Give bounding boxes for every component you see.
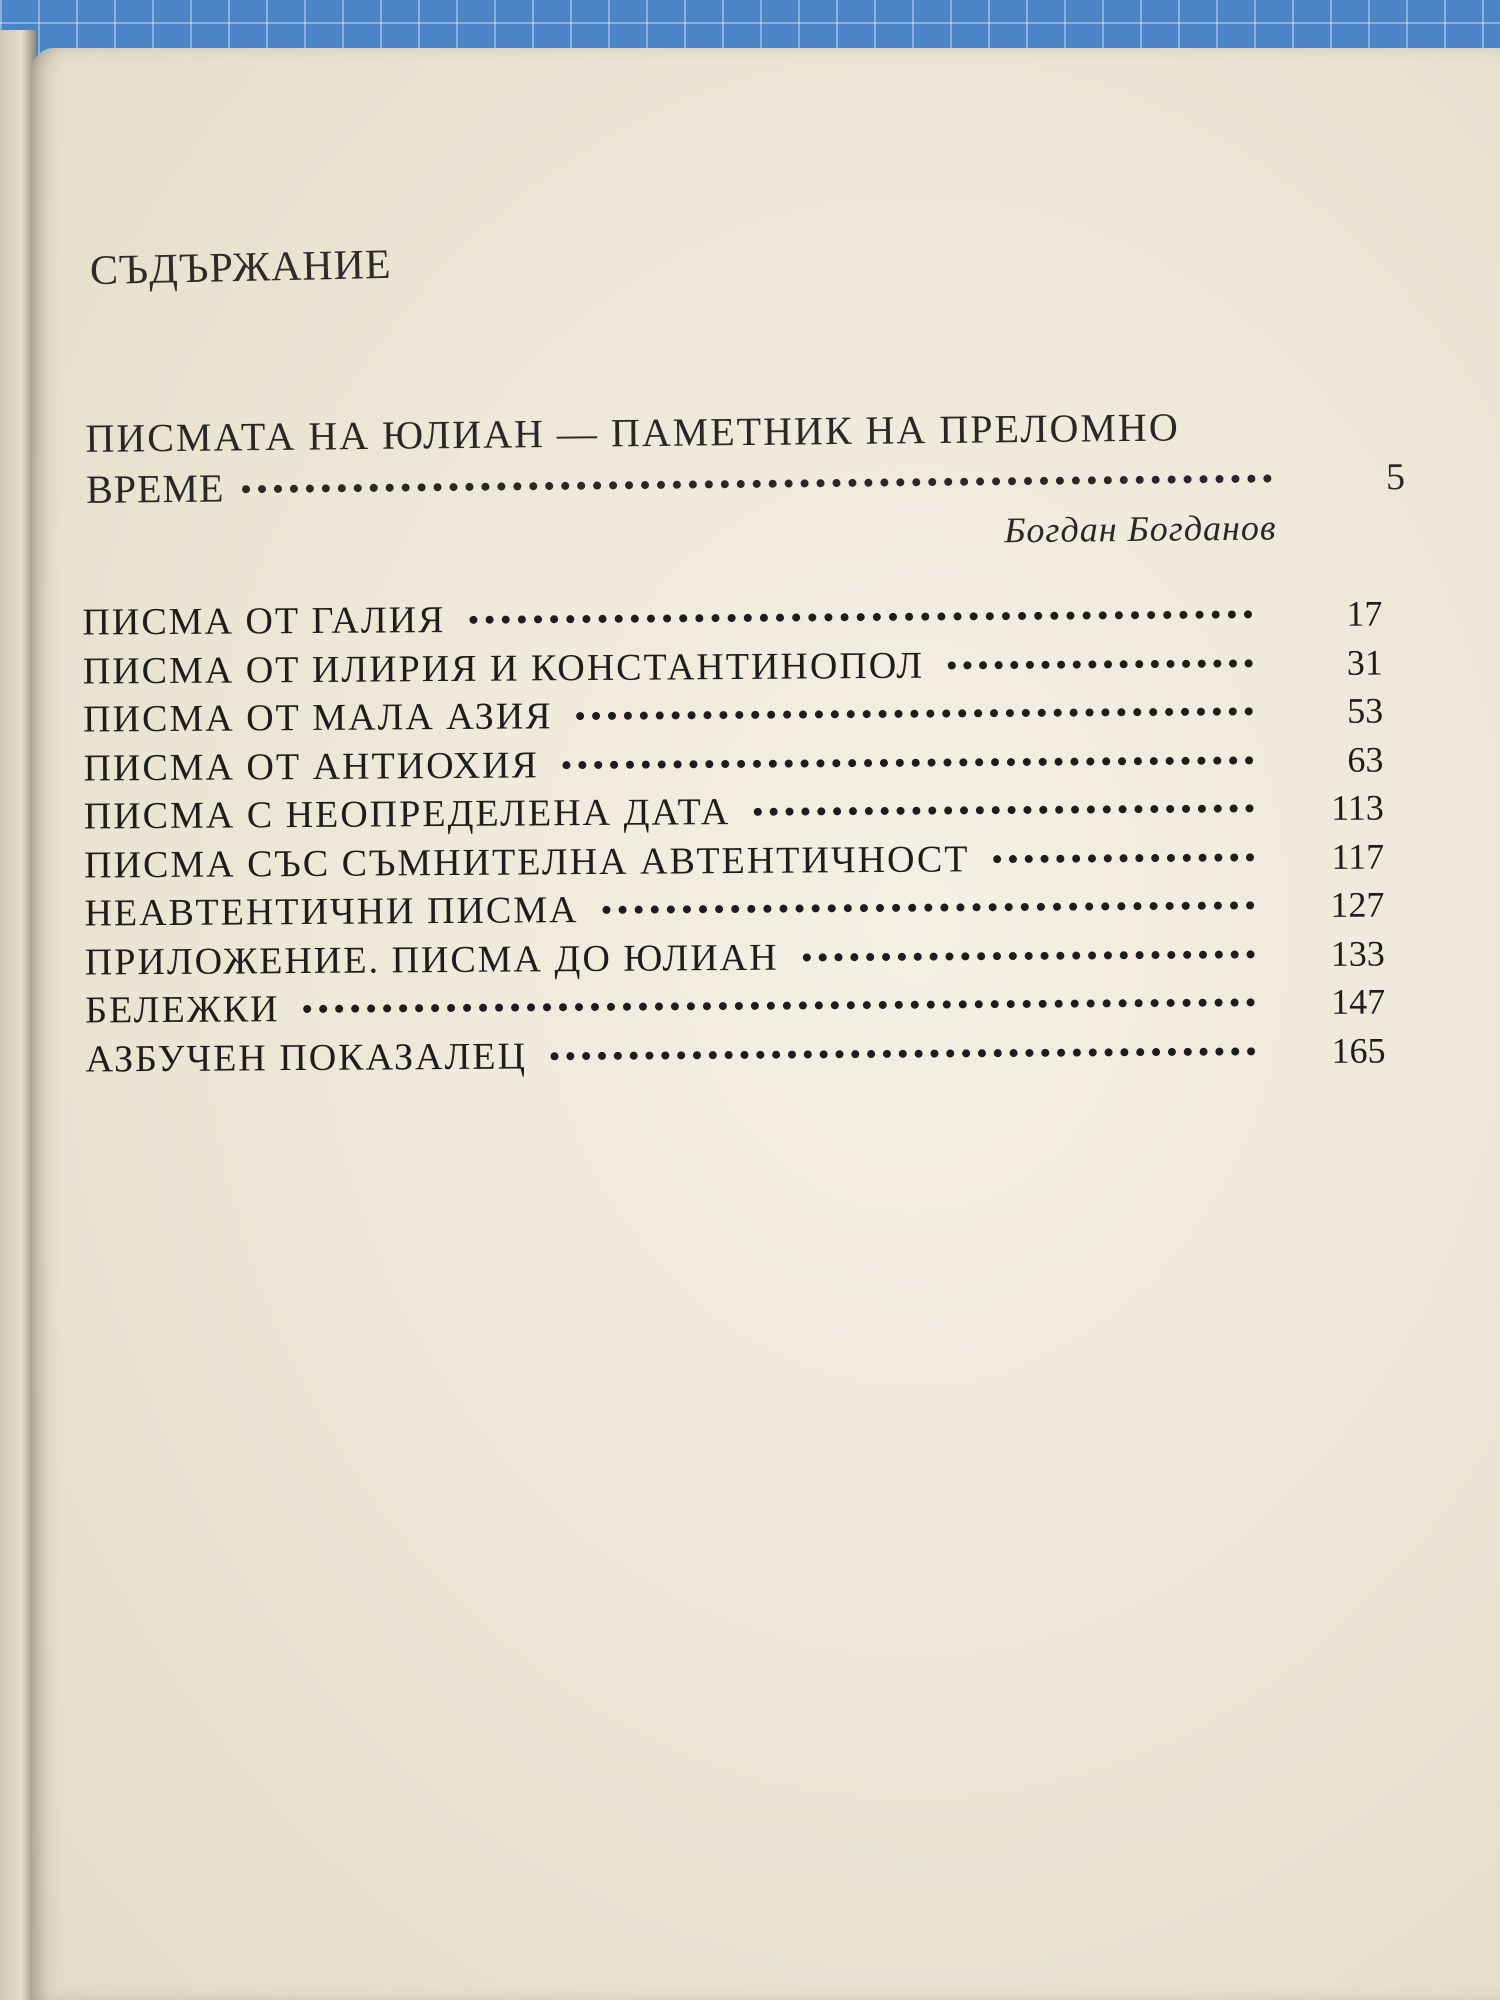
leader-dots [469, 610, 1252, 623]
toc-entry-page: 53 [1346, 690, 1384, 731]
toc-entry-title: БЕЛЕЖКИ [85, 988, 280, 1032]
toc-entry-title: ПИСМА ОТ ИЛИРИЯ И КОНСТАНТИНОПОЛ [82, 644, 925, 693]
toc-entry-title: НЕАВТЕНТИЧНИ ПИСМА [84, 889, 579, 935]
leader-dots [563, 756, 1254, 769]
leader-dots [577, 707, 1254, 720]
introduction-title-line2: ВРЕМЕ [85, 465, 225, 512]
toc-list [82, 591, 1385, 1085]
toc-entry-page: 31 [1346, 641, 1383, 683]
introduction-page-number: 5 [1385, 456, 1407, 499]
leader-dots [754, 804, 1254, 815]
leader-dots [602, 901, 1254, 914]
toc-entry-title: ПИСМА ОТ АНТИОХИЯ [83, 743, 539, 790]
toc-entry-title: АЗБУЧЕН ПОКАЗАЛЕЦ [85, 1034, 528, 1081]
leader-dots [304, 998, 1256, 1013]
toc-entry-page: 133 [1330, 932, 1385, 974]
leader-dots [551, 1047, 1256, 1060]
leader-dots [948, 659, 1253, 669]
toc-entry-page: 63 [1347, 738, 1384, 780]
left-page-edge [0, 30, 22, 2000]
page-title: СЪДЪРЖАНИЕ [89, 241, 393, 295]
toc-entry-title: ПИСМА С НЕОПРЕДЕЛЕНА ДАТА [83, 791, 731, 838]
toc-entry-title: ПИСМА ОТ ГАЛИЯ [82, 599, 446, 644]
introduction-title-line2-row [86, 452, 1406, 513]
toc-entry-title: ПИСМА ОТ МАЛА АЗИЯ [83, 695, 553, 741]
book-page [32, 48, 1500, 2000]
leader-dots [803, 950, 1255, 961]
toc-entry-page: 117 [1331, 835, 1385, 877]
toc-entry-title: ПИСМА СЪС СЪМНИТЕЛНА АВТЕНТИЧНОСТ [84, 837, 970, 887]
introduction-author: Богдан Богданов [1003, 507, 1277, 551]
toc-entry-title: ПРИЛОЖЕНИЕ. ПИСМА ДО ЮЛИАН [84, 936, 779, 984]
leader-dots [242, 474, 1272, 493]
toc-entry-page: 17 [1346, 593, 1383, 634]
toc-entry-introduction [85, 401, 1406, 561]
toc-row [85, 1028, 1385, 1086]
left-facing-page [0, 30, 36, 2000]
introduction-title-line1: ПИСМАТА НА ЮЛИАН — ПАМЕТНИК НА ПРЕЛОМНО [85, 404, 1180, 461]
leader-dots [993, 853, 1254, 863]
toc-entry-page: 165 [1331, 1029, 1386, 1071]
toc-entry-page: 113 [1330, 787, 1384, 828]
toc-entry-page: 127 [1330, 884, 1385, 925]
toc-entry-page: 147 [1331, 981, 1386, 1022]
